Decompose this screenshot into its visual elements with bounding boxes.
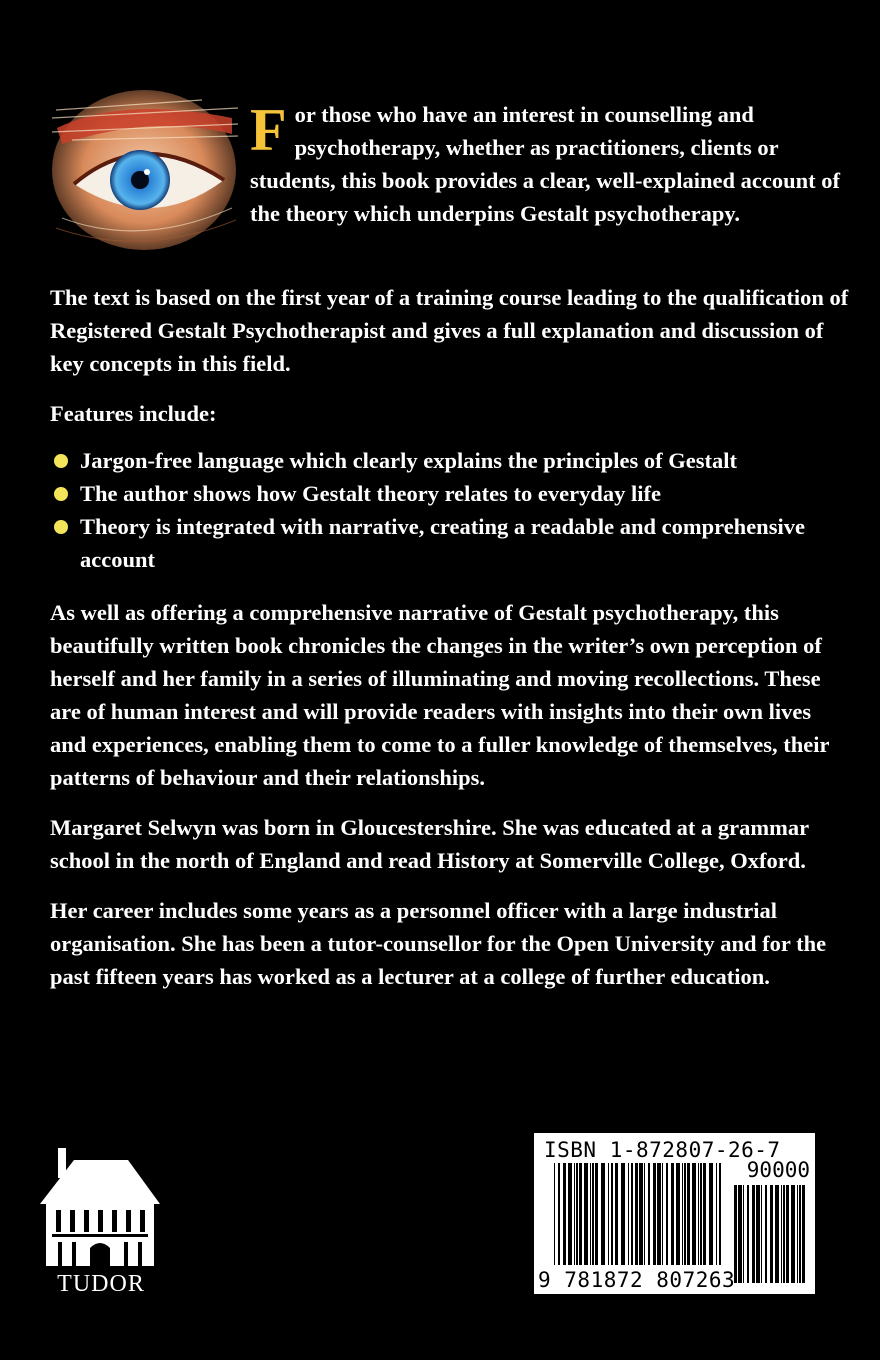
main-text <box>50 281 850 1010</box>
bullet-icon <box>54 487 68 501</box>
intro-text: or those who have an interest in counselling and psychotherapy, whether as practitioners, clients or students, this book provides a clear, well-explained account of the theory which underpins Gestalt psychotherapy. <box>250 102 841 226</box>
list-item-text: Jargon-free language which clearly explains the principles of Gestalt <box>80 448 738 473</box>
features-list <box>50 444 850 576</box>
eye-image <box>52 88 238 254</box>
list-item-text: The author shows how Gestalt theory relates to everyday life <box>80 481 661 506</box>
drop-cap: F <box>250 97 287 163</box>
author-bio: Margaret Selwyn was born in Gloucestershire. She was educated at a grammar school in the north of England and read History at Somerville College, Oxford. <box>50 815 809 873</box>
publisher-name: TUDOR <box>57 1271 145 1297</box>
list-item <box>50 510 850 576</box>
isbn-barcode <box>534 1133 815 1294</box>
features-heading: Features include: <box>50 401 217 426</box>
isbn-text: ISBN 1-872807-26-7 <box>544 1138 781 1162</box>
description-paragraph: The text is based on the first year of a training course leading to the qualification of Registered Gestalt Psychotherapist and gives a full explanation and discussion of key concepts in this field. <box>50 285 849 376</box>
ean-text: 9 781872 807263 <box>538 1268 736 1292</box>
narrative-paragraph: As well as offering a comprehensive narrative of Gestalt psychotherapy, this beautifully written book chronicles the changes in the writer’s own perception of herself and her family in a series of illuminating and moving recollections. These are of human interest and will provide readers with insights into their own lives and experiences, enabling them to come to a fuller knowledge of themselves, their patterns of behaviour and their relationships. <box>50 600 830 790</box>
list-item <box>50 444 850 477</box>
list-item-text: Theory is integrated with narrative, creating a readable and comprehensive account <box>80 514 805 572</box>
bullet-icon <box>54 520 68 534</box>
list-item <box>50 477 850 510</box>
intro-paragraph <box>250 98 850 230</box>
price-addon-text: 90000 <box>746 1158 810 1182</box>
bullet-icon <box>54 454 68 468</box>
author-career: Her career includes some years as a personnel officer with a large industrial organisation. She has been a tutor-counsellor for the Open University and for the past fifteen years has worked as a lecturer at a college of further education. <box>50 898 827 989</box>
